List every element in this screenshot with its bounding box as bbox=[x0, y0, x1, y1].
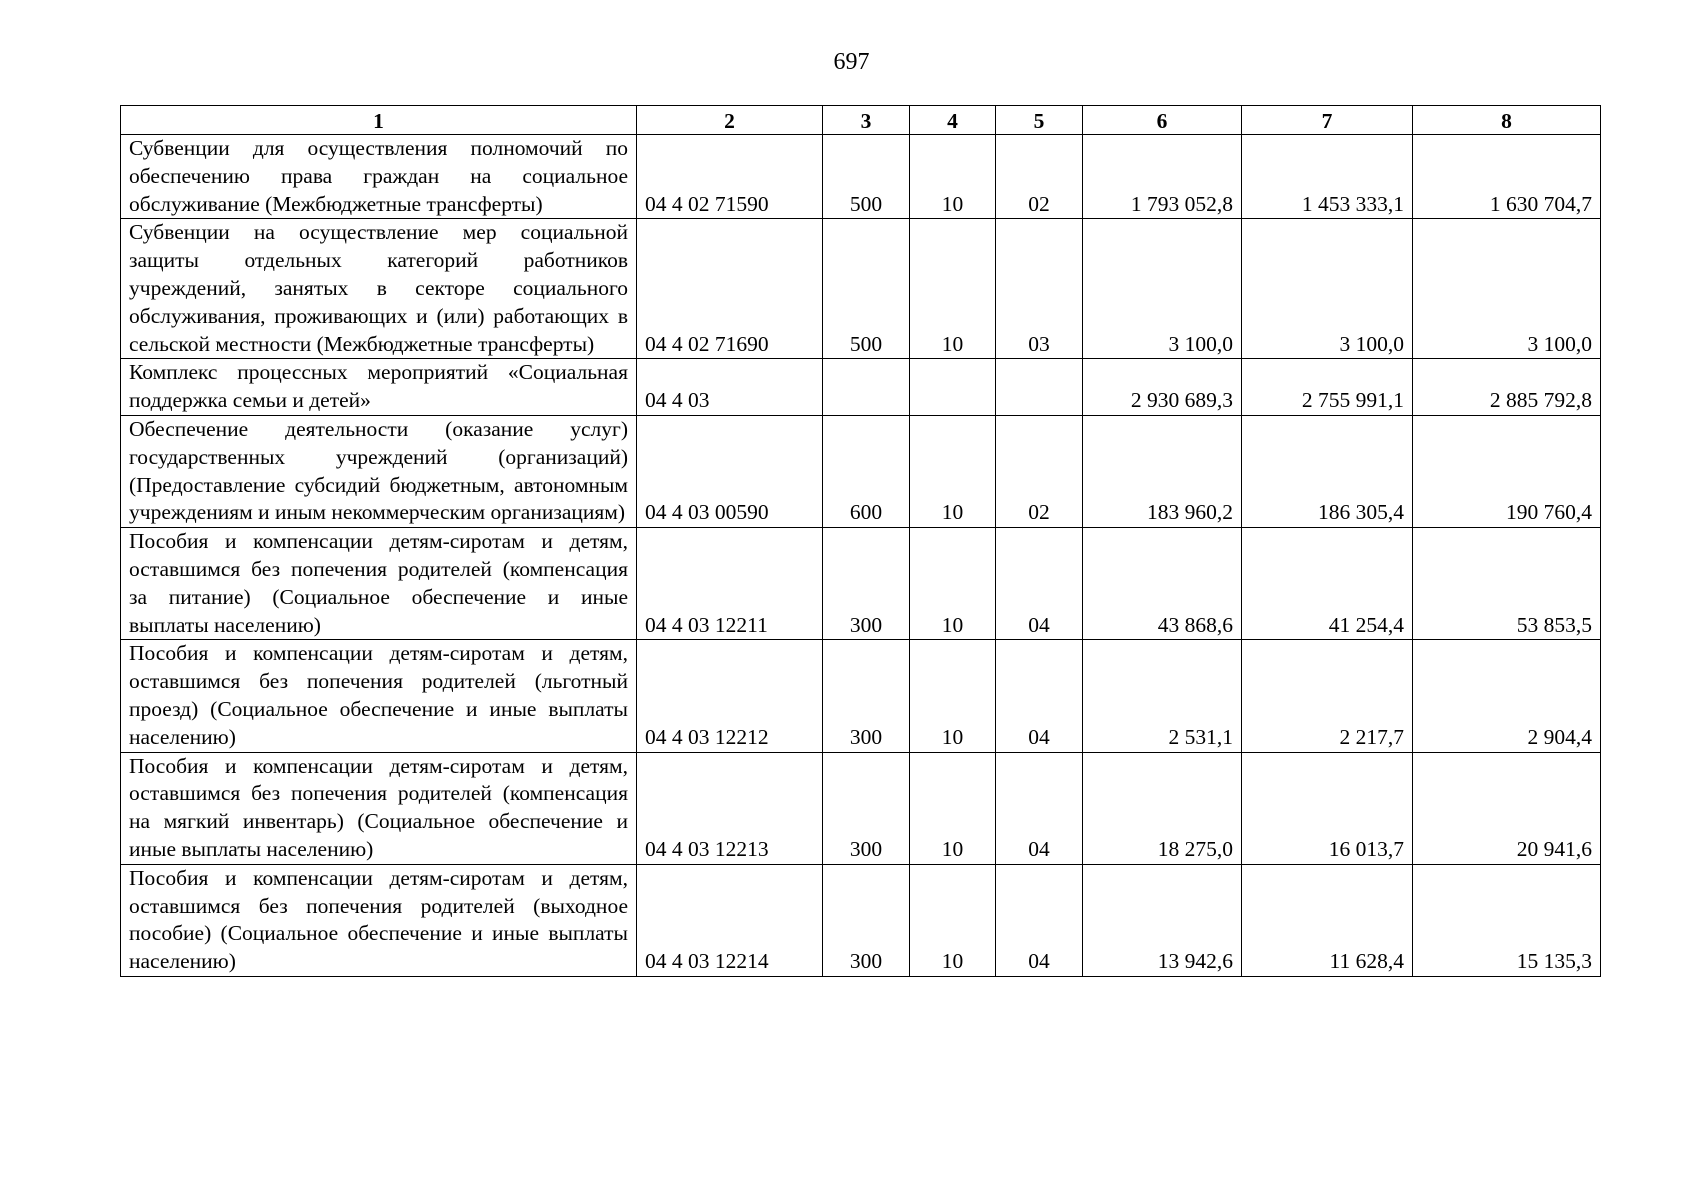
column-header: 6 bbox=[1083, 106, 1242, 135]
amount-col8: 2 885 792,8 bbox=[1413, 359, 1601, 416]
target-code: 04 4 02 71690 bbox=[637, 219, 823, 359]
budget-table bbox=[120, 105, 1601, 977]
row-description: Субвенции для осуществления полномочий по обеспечению права граждан на социальное обслуживание (Межбюджетные трансферты) bbox=[121, 135, 637, 219]
amount-col8: 1 630 704,7 bbox=[1413, 135, 1601, 219]
section-code: 10 bbox=[910, 752, 996, 864]
section-code: 10 bbox=[910, 864, 996, 976]
table-row bbox=[121, 135, 1601, 219]
column-header: 2 bbox=[637, 106, 823, 135]
amount-col7: 16 013,7 bbox=[1242, 752, 1413, 864]
subsection-code: 04 bbox=[996, 640, 1083, 752]
amount-col8: 53 853,5 bbox=[1413, 528, 1601, 640]
row-description: Пособия и компенсации детям-сиротам и детям, оставшимся без попечения родителей (компенсация на мягкий инвентарь) (Социальное обеспечение и иные выплаты населению) bbox=[121, 752, 637, 864]
subsection-code: 04 bbox=[996, 528, 1083, 640]
subsection-code: 04 bbox=[996, 752, 1083, 864]
target-code: 04 4 03 12212 bbox=[637, 640, 823, 752]
expense-type: 500 bbox=[823, 135, 910, 219]
section-code: 10 bbox=[910, 415, 996, 527]
expense-type bbox=[823, 359, 910, 416]
subsection-code: 02 bbox=[996, 135, 1083, 219]
amount-col6: 1 793 052,8 bbox=[1083, 135, 1242, 219]
table-row bbox=[121, 415, 1601, 527]
page-number: 697 bbox=[833, 49, 870, 75]
expense-type: 500 bbox=[823, 219, 910, 359]
column-header: 7 bbox=[1242, 106, 1413, 135]
section-code: 10 bbox=[910, 135, 996, 219]
amount-col8: 15 135,3 bbox=[1413, 864, 1601, 976]
row-description: Пособия и компенсации детям-сиротам и детям, оставшимся без попечения родителей (компенсация за питание) (Социальное обеспечение и иные выплаты населению) bbox=[121, 528, 637, 640]
column-header: 4 bbox=[910, 106, 996, 135]
expense-type: 300 bbox=[823, 752, 910, 864]
target-code: 04 4 03 12213 bbox=[637, 752, 823, 864]
target-code: 04 4 03 12211 bbox=[637, 528, 823, 640]
row-description: Субвенции на осуществление мер социальной защиты отдельных категорий работников учреждений, занятых в секторе социального обслуживания, проживающих и (или) работающих в сельской местности (Межбюджетные трансферты) bbox=[121, 219, 637, 359]
amount-col7: 2 217,7 bbox=[1242, 640, 1413, 752]
amount-col7: 3 100,0 bbox=[1242, 219, 1413, 359]
amount-col7: 11 628,4 bbox=[1242, 864, 1413, 976]
row-description: Пособия и компенсации детям-сиротам и детям, оставшимся без попечения родителей (выходное пособие) (Социальное обеспечение и иные выплаты населению) bbox=[121, 864, 637, 976]
row-description: Обеспечение деятельности (оказание услуг) государственных учреждений (организаций) (Предоставление субсидий бюджетным, автономным учреждениям и иным некоммерческим организациям) bbox=[121, 415, 637, 527]
amount-col6: 2 930 689,3 bbox=[1083, 359, 1242, 416]
amount-col7: 1 453 333,1 bbox=[1242, 135, 1413, 219]
expense-type: 600 bbox=[823, 415, 910, 527]
subsection-code: 04 bbox=[996, 864, 1083, 976]
column-header: 8 bbox=[1413, 106, 1601, 135]
column-header: 3 bbox=[823, 106, 910, 135]
table-row bbox=[121, 640, 1601, 752]
amount-col7: 2 755 991,1 bbox=[1242, 359, 1413, 416]
amount-col7: 186 305,4 bbox=[1242, 415, 1413, 527]
table-row bbox=[121, 219, 1601, 359]
column-header: 5 bbox=[996, 106, 1083, 135]
target-code: 04 4 02 71590 bbox=[637, 135, 823, 219]
table-row bbox=[121, 752, 1601, 864]
table-row bbox=[121, 528, 1601, 640]
subsection-code bbox=[996, 359, 1083, 416]
column-header: 1 bbox=[121, 106, 637, 135]
amount-col8: 2 904,4 bbox=[1413, 640, 1601, 752]
amount-col8: 20 941,6 bbox=[1413, 752, 1601, 864]
section-code: 10 bbox=[910, 640, 996, 752]
expense-type: 300 bbox=[823, 864, 910, 976]
expense-type: 300 bbox=[823, 640, 910, 752]
amount-col7: 41 254,4 bbox=[1242, 528, 1413, 640]
amount-col6: 13 942,6 bbox=[1083, 864, 1242, 976]
subsection-code: 03 bbox=[996, 219, 1083, 359]
table-row bbox=[121, 359, 1601, 416]
section-code: 10 bbox=[910, 528, 996, 640]
target-code: 04 4 03 12214 bbox=[637, 864, 823, 976]
amount-col6: 43 868,6 bbox=[1083, 528, 1242, 640]
header-row bbox=[121, 106, 1601, 135]
amount-col8: 190 760,4 bbox=[1413, 415, 1601, 527]
amount-col6: 3 100,0 bbox=[1083, 219, 1242, 359]
section-code: 10 bbox=[910, 219, 996, 359]
subsection-code: 02 bbox=[996, 415, 1083, 527]
target-code: 04 4 03 00590 bbox=[637, 415, 823, 527]
row-description: Комплекс процессных мероприятий «Социальная поддержка семьи и детей» bbox=[121, 359, 637, 416]
amount-col6: 183 960,2 bbox=[1083, 415, 1242, 527]
target-code: 04 4 03 bbox=[637, 359, 823, 416]
amount-col6: 2 531,1 bbox=[1083, 640, 1242, 752]
amount-col8: 3 100,0 bbox=[1413, 219, 1601, 359]
expense-type: 300 bbox=[823, 528, 910, 640]
table-row bbox=[121, 864, 1601, 976]
section-code bbox=[910, 359, 996, 416]
amount-col6: 18 275,0 bbox=[1083, 752, 1242, 864]
row-description: Пособия и компенсации детям-сиротам и детям, оставшимся без попечения родителей (льготный проезд) (Социальное обеспечение и иные выплаты населению) bbox=[121, 640, 637, 752]
